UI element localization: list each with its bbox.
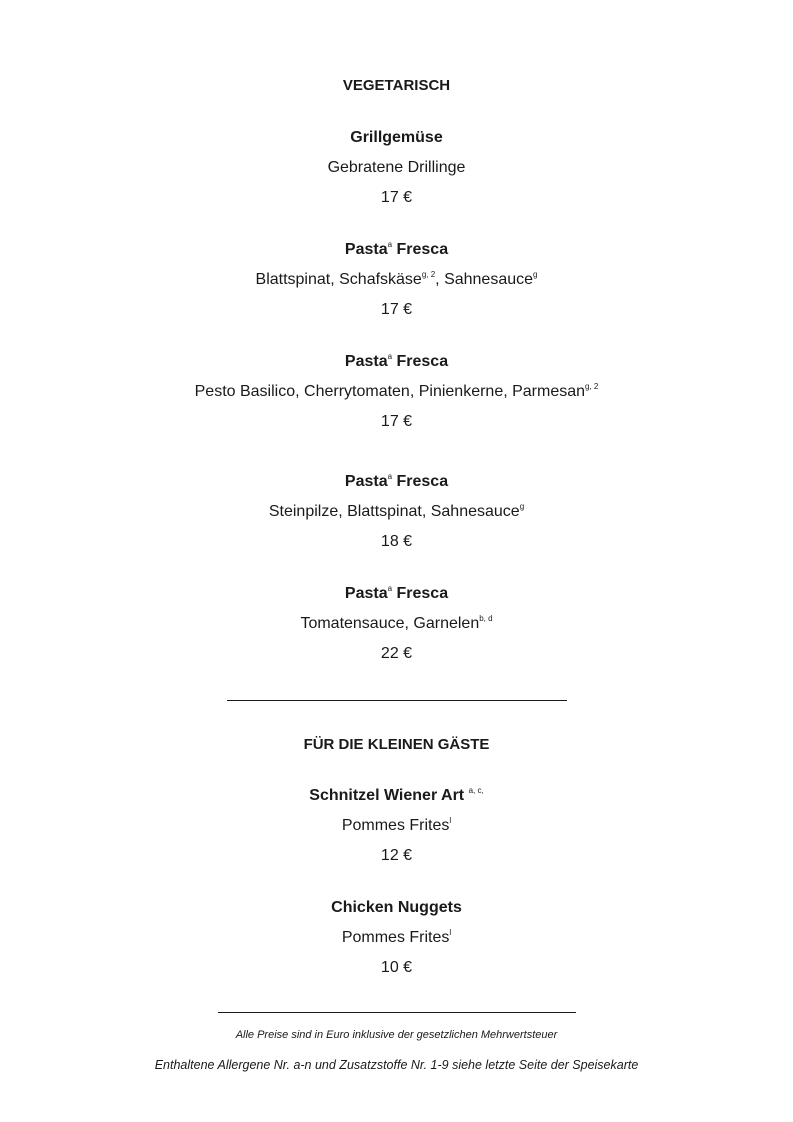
vat-note: Alle Preise sind in Euro inklusive der gesetzlichen Mehrwertsteuer — [235, 1029, 558, 1041]
dish-price: 12 € — [380, 847, 413, 864]
dish-description: Steinpilze, Blattspinat, Sahnesauce$^g$ — [268, 502, 525, 520]
dish-price: 18 € — [380, 533, 413, 550]
section-divider — [227, 700, 567, 701]
allergen-marker: a — [387, 472, 393, 481]
allergen-marker: g, 2 — [421, 270, 436, 279]
dish-price: 17 € — [380, 301, 413, 318]
allergen-marker: l — [449, 928, 452, 937]
dish-description: Tomatensauce, Garnelen$^{b, d}$ — [300, 614, 493, 632]
dish-price: 22 € — [380, 645, 413, 662]
dish-name: Schnitzel Wiener Art $^{a, c,}$ — [309, 786, 484, 804]
dish-description: Pommes Frites$^l$ — [341, 928, 452, 946]
allergen-note: Enthaltene Allergene Nr. a-n und Zusatzstoffe Nr. 1-9 siehe letzte Seite der Speisekarte — [154, 1058, 639, 1072]
dish-description: Gebratene Drillinge — [327, 159, 466, 176]
section-heading-kinder: FÜR DIE KLEINEN GÄSTE — [303, 736, 490, 753]
allergen-marker: g — [519, 502, 525, 511]
dish-price: 17 € — [380, 189, 413, 206]
dish-price: 17 € — [380, 413, 413, 430]
allergen-marker: a — [387, 584, 393, 593]
allergen-marker: a — [387, 240, 393, 249]
dish-description: Pommes Frites$^l$ — [341, 816, 452, 834]
section-heading-vegetarisch: VEGETARISCH — [342, 77, 451, 94]
allergen-marker: a, c, — [468, 786, 484, 795]
dish-name: Pasta$^a$ Fresca — [344, 472, 449, 490]
allergen-marker: b, d — [479, 614, 493, 623]
allergen-marker: a — [387, 352, 393, 361]
dish-name: Pasta$^a$ Fresca — [344, 240, 449, 258]
allergen-marker: l — [449, 816, 452, 825]
dish-name: Pasta$^a$ Fresca — [344, 352, 449, 370]
dish-price: 10 € — [380, 959, 413, 976]
dish-description: Blattspinat, Schafskäse$^{g, 2}$, Sahnesauce$^g$ — [255, 270, 538, 288]
dish-description: Pesto Basilico, Cherrytomaten, Pinienkerne, Parmesan$^{g, 2}$ — [194, 382, 599, 400]
allergen-marker: g — [533, 270, 538, 279]
dish-name: Pasta$^a$ Fresca — [344, 584, 449, 602]
dish-name: Chicken Nuggets — [331, 899, 462, 916]
footer-divider — [218, 1012, 576, 1013]
dish-name: Grillgemüse — [350, 129, 443, 146]
allergen-marker: g, 2 — [585, 382, 599, 391]
